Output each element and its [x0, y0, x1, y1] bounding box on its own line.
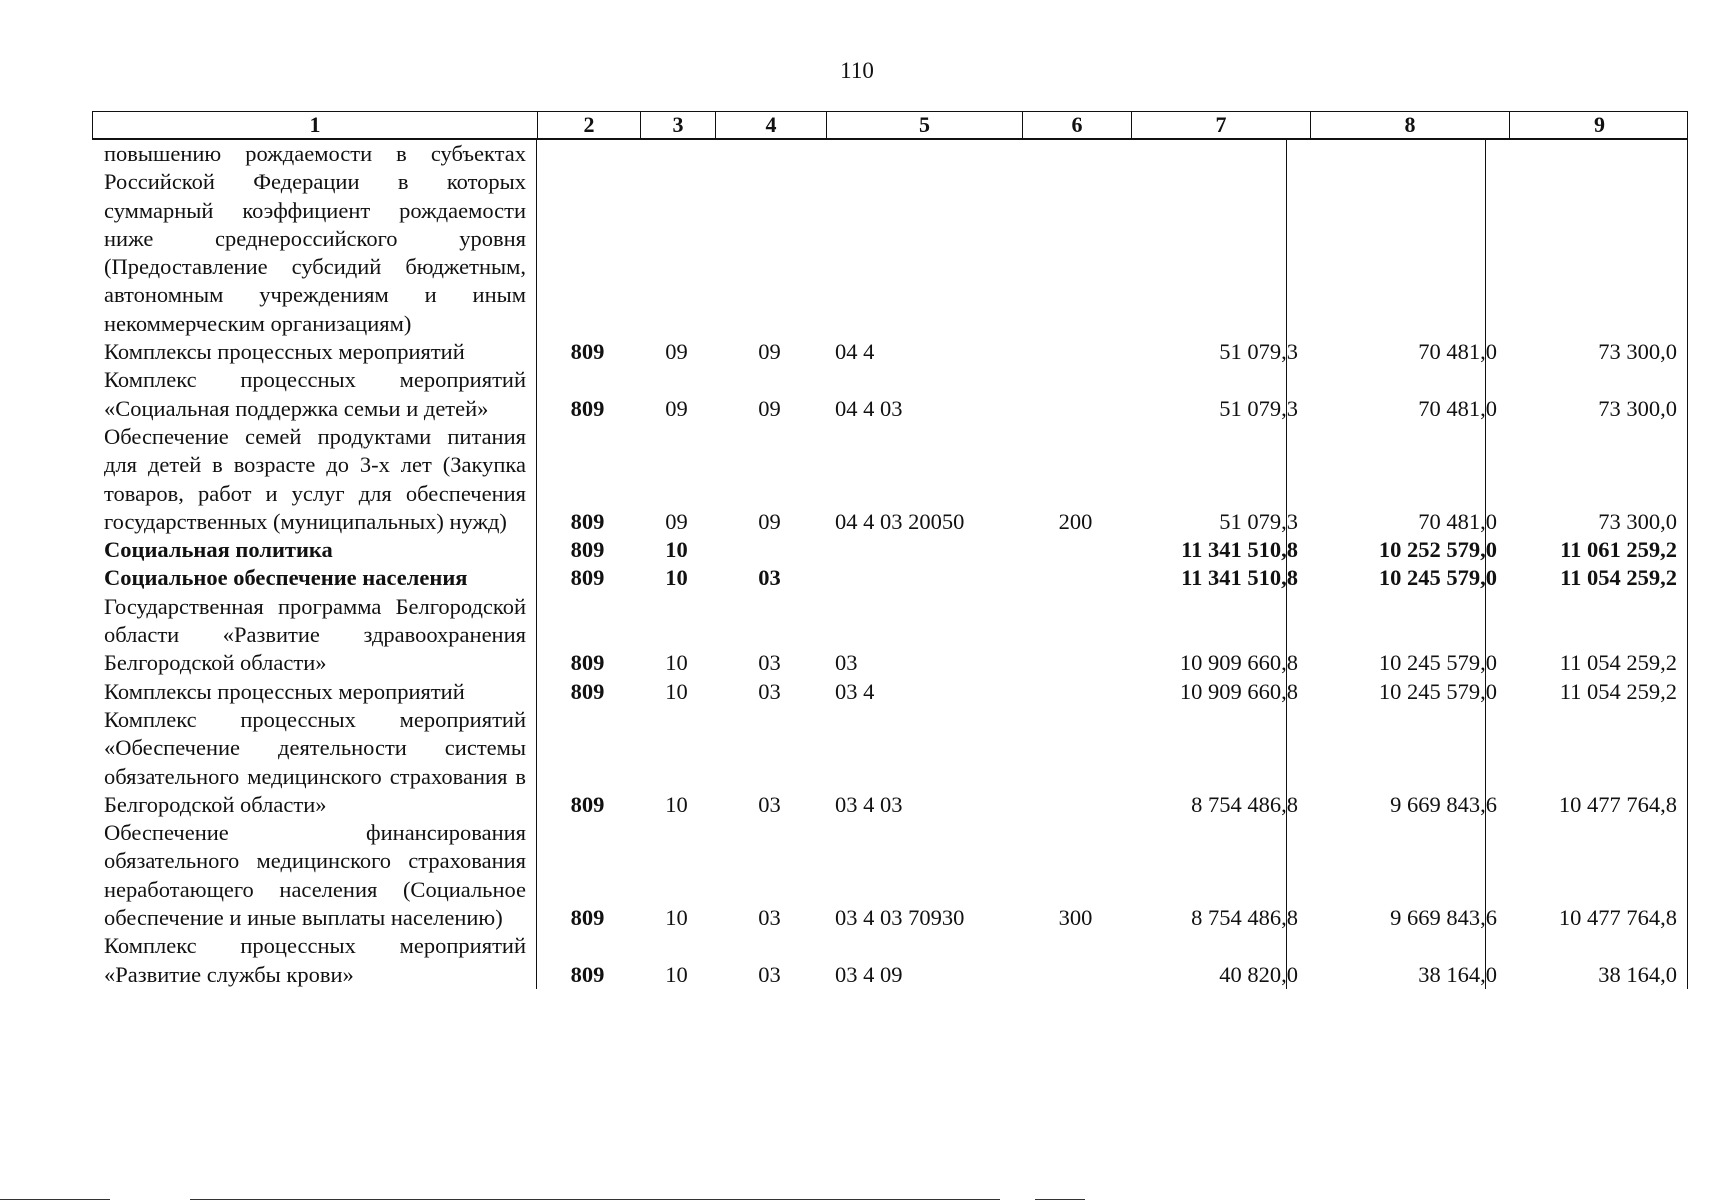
- table-row: [92, 140, 1688, 338]
- row-value-cell-col-8: 10 245 579,0: [1378, 678, 1497, 704]
- row-value-cell-col-8: 9 669 843,6: [1390, 791, 1497, 817]
- row-value-cell-col-9: 11 054 259,2: [1560, 565, 1677, 591]
- row-value-cell-col-8: 10 252 579,0: [1378, 537, 1497, 563]
- row-title-cell: Комплекс процессных мероприятий «Развитие службы крови»: [104, 933, 526, 987]
- row-value-cell-col-7: 11 341 510,8: [1181, 565, 1298, 591]
- row-value-cell-col-7: 40 820,0: [1219, 961, 1298, 987]
- row-value-cell-col-6: 300: [1058, 905, 1093, 931]
- header-col-5: 5: [826, 112, 1022, 138]
- row-value-cell-col-4: 09: [758, 395, 781, 421]
- row-value-cell-col-9: 10 477 764,8: [1558, 905, 1677, 931]
- row-title-cell: Комплексы процессных мероприятий: [104, 678, 465, 704]
- row-value-cell-col-4: 03: [758, 961, 781, 987]
- row-value-cell-col-5: 03: [835, 650, 858, 676]
- row-value-cell-col-8: 70 481,0: [1418, 395, 1497, 421]
- row-title-cell: Комплекс процессных мероприятий «Социальная поддержка семьи и детей»: [104, 367, 526, 421]
- row-value-cell-col-2: 809: [570, 565, 605, 591]
- row-title-cell: Обеспечение финансирования обязательного медицинского страхования неработающего населения (Социальное обеспечение и иные выплаты населению): [104, 820, 526, 931]
- header-col-1: 1: [309, 112, 321, 137]
- header-col-8: 8: [1310, 112, 1509, 138]
- table-row: [92, 819, 1688, 932]
- column-divider: [1286, 140, 1287, 989]
- table-row: [92, 423, 1688, 536]
- row-title-cell: Социальная политика: [104, 537, 333, 563]
- budget-table: [92, 111, 1688, 989]
- row-value-cell-col-9: 73 300,0: [1598, 339, 1677, 365]
- row-value-cell-col-7: 11 341 510,8: [1181, 537, 1298, 563]
- row-value-cell-col-5: 04 4 03 20050: [835, 508, 965, 534]
- table-row: [92, 338, 1688, 366]
- row-value-cell-col-3: 09: [665, 339, 688, 365]
- table-header: [92, 111, 1688, 140]
- column-divider: [1687, 140, 1688, 989]
- row-value-cell-col-7: 51 079,3: [1219, 339, 1298, 365]
- row-value-cell-col-3: 10: [665, 537, 688, 563]
- row-value-cell-col-8: 10 245 579,0: [1378, 565, 1497, 591]
- row-value-cell-col-4: 09: [758, 508, 781, 534]
- row-value-cell-col-2: 809: [570, 537, 605, 563]
- row-value-cell-col-4: 03: [758, 565, 781, 591]
- table-row: [92, 932, 1688, 989]
- row-value-cell-col-2: 809: [570, 650, 605, 676]
- row-title-cell: Социальное обеспечение населения: [104, 565, 468, 591]
- column-divider: [536, 140, 537, 989]
- row-value-cell-col-8: 9 669 843,6: [1390, 905, 1497, 931]
- row-value-cell-col-3: 09: [665, 395, 688, 421]
- header-col-2: 2: [537, 112, 640, 138]
- row-value-cell-col-2: 809: [570, 395, 605, 421]
- row-value-cell-col-7: 8 754 486,8: [1191, 905, 1298, 931]
- row-value-cell-col-4: 03: [758, 650, 781, 676]
- row-value-cell-col-9: 38 164,0: [1598, 961, 1677, 987]
- table-row: [92, 366, 1688, 423]
- row-value-cell-col-4: 09: [758, 339, 781, 365]
- row-value-cell-col-7: 8 754 486,8: [1191, 791, 1298, 817]
- row-value-cell-col-3: 10: [665, 650, 688, 676]
- row-title-cell: Обеспечение семей продуктами питания для детей в возрасте до 3-х лет (Закупка товаров, работ и услуг для обеспечения государственных (муниципальных) нужд): [104, 423, 526, 534]
- row-value-cell-col-5: 03 4: [835, 678, 875, 704]
- row-value-cell-col-8: 38 164,0: [1418, 961, 1497, 987]
- header-col-6: 6: [1022, 112, 1131, 138]
- row-value-cell-col-4: 03: [758, 905, 781, 931]
- page-number: 110: [840, 58, 874, 83]
- header-col-3: 3: [640, 112, 715, 138]
- row-title-cell: Комплекс процессных мероприятий «Обеспечение деятельности системы обязательного медицинского страхования в Белгородской области»: [104, 706, 526, 817]
- row-value-cell-col-4: 03: [758, 791, 781, 817]
- row-value-cell-col-7: 51 079,3: [1219, 395, 1298, 421]
- row-value-cell-col-2: 809: [570, 905, 605, 931]
- table-row: [92, 706, 1688, 819]
- row-value-cell-col-9: 73 300,0: [1598, 508, 1677, 534]
- row-value-cell-col-9: 11 054 259,2: [1559, 650, 1677, 676]
- row-value-cell-col-8: 70 481,0: [1418, 508, 1497, 534]
- row-value-cell-col-3: 10: [665, 565, 688, 591]
- row-value-cell-col-2: 809: [570, 339, 605, 365]
- row-value-cell-col-4: 03: [758, 678, 781, 704]
- table-body: [92, 140, 1688, 989]
- row-title-cell: повышению рождаемости в субъектах Российской Федерации в которых суммарный коэффициент рождаемости ниже среднероссийского уровня (Предоставление субсидий бюджетным, автономным учреждениям и иным некоммерческим организациям): [104, 141, 526, 336]
- row-value-cell-col-9: 10 477 764,8: [1558, 791, 1677, 817]
- row-value-cell-col-2: 809: [570, 961, 605, 987]
- table-row: [92, 593, 1688, 678]
- header-col-9: 9: [1509, 112, 1689, 138]
- row-title-cell: Комплексы процессных мероприятий: [104, 339, 465, 365]
- row-value-cell-col-8: 10 245 579,0: [1378, 650, 1497, 676]
- row-value-cell-col-7: 10 909 660,8: [1179, 678, 1298, 704]
- row-value-cell-col-5: 03 4 09: [835, 961, 903, 987]
- row-value-cell-col-7: 51 079,3: [1219, 508, 1298, 534]
- table-row: [92, 678, 1688, 706]
- row-value-cell-col-6: 200: [1058, 508, 1093, 534]
- row-value-cell-col-3: 10: [665, 961, 688, 987]
- row-title-cell: Государственная программа Белгородской области «Развитие здравоохранения Белгородской области»: [104, 593, 526, 676]
- row-value-cell-col-3: 10: [665, 791, 688, 817]
- row-value-cell-col-5: 03 4 03 70930: [835, 905, 965, 931]
- row-value-cell-col-9: 73 300,0: [1598, 395, 1677, 421]
- row-value-cell-col-5: 03 4 03: [835, 791, 903, 817]
- column-divider: [1485, 140, 1486, 989]
- row-value-cell-col-3: 09: [665, 508, 688, 534]
- header-col-4: 4: [715, 112, 826, 138]
- table-row: [92, 536, 1688, 564]
- row-value-cell-col-2: 809: [570, 678, 605, 704]
- row-value-cell-col-9: 11 061 259,2: [1560, 537, 1677, 563]
- row-value-cell-col-2: 809: [570, 508, 605, 534]
- row-value-cell-col-9: 11 054 259,2: [1559, 678, 1677, 704]
- row-value-cell-col-8: 70 481,0: [1418, 339, 1497, 365]
- row-value-cell-col-3: 10: [665, 678, 688, 704]
- row-value-cell-col-5: 04 4 03: [835, 395, 903, 421]
- header-col-7: 7: [1131, 112, 1310, 138]
- row-value-cell-col-3: 10: [665, 905, 688, 931]
- row-value-cell-col-5: 04 4: [835, 339, 875, 365]
- row-value-cell-col-2: 809: [570, 791, 605, 817]
- row-value-cell-col-7: 10 909 660,8: [1179, 650, 1298, 676]
- table-row: [92, 564, 1688, 592]
